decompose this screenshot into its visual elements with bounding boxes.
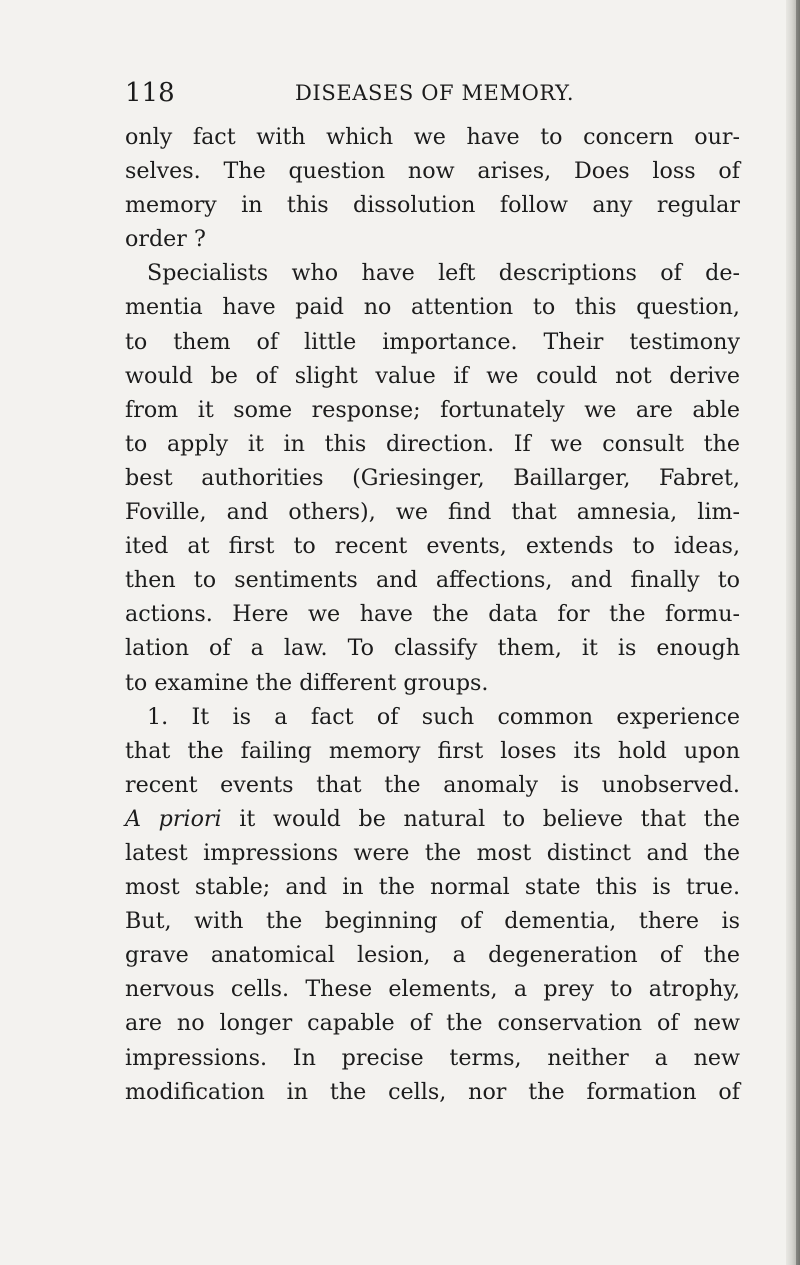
text-line: are no longer capable of the conservation of new [125,1010,740,1037]
page-number: 118 [125,78,175,108]
text-line: ited at first to recent events, extends to ideas, [125,533,740,560]
text-line: would be of slight value if we could not derive [125,362,740,389]
text-line: best authorities (Griesinger, Baillarger, Fabret, [125,464,740,491]
text-line: then to sentiments and affections, and finally to [125,567,740,594]
text-line: latest impressions were the most distinct and the [125,839,740,866]
text-line: impressions. In precise terms, neither a new [125,1044,740,1071]
text-line: nervous cells. These elements, a prey to atrophy, [125,976,740,1003]
text-line: mentia have paid no attention to this question, [125,294,740,321]
running-head: DISEASES OF MEMORY. [295,81,575,105]
text-line-remainder: it would be natural to believe that the [239,805,741,832]
text-line: selves. The question now arises, Does loss of [125,158,740,185]
text-line: recent events that the anomaly is unobserved. [125,771,740,798]
text-line-with-italic [125,802,740,836]
paragraph-start-line: 1. It is a fact of such common experience [147,703,740,730]
text-line: modification in the cells, nor the formation of [125,1078,740,1105]
body-text [125,120,740,1109]
paragraph-start-line: Specialists who have left descriptions of de- [147,260,740,287]
italic-phrase: A priori [125,805,222,832]
text-line: lation of a law. To classify them, it is enough [125,635,740,662]
text-line: from it some response; fortunately we are able [125,396,740,423]
text-line: order ? [125,226,206,253]
text-line: Foville, and others), we find that amnesia, lim- [125,499,740,526]
text-line: to apply it in this direction. If we consult the [125,430,740,457]
text-line: memory in this dissolution follow any regular [125,192,740,219]
text-line: only fact with which we have to concern our- [125,124,740,150]
page-header [125,78,740,108]
text-line: grave anatomical lesion, a degeneration of the [125,942,740,969]
text-line: to examine the different groups. [125,669,489,696]
text-line: actions. Here we have the data for the formu- [125,601,740,628]
text-line: that the failing memory first loses its hold upon [125,737,740,764]
text-line: most stable; and in the normal state this is true. [125,874,740,901]
text-line: to them of little importance. Their testimony [125,328,740,355]
text-line: But, with the beginning of dementia, there is [125,908,740,935]
page-edge-border [796,0,800,1265]
